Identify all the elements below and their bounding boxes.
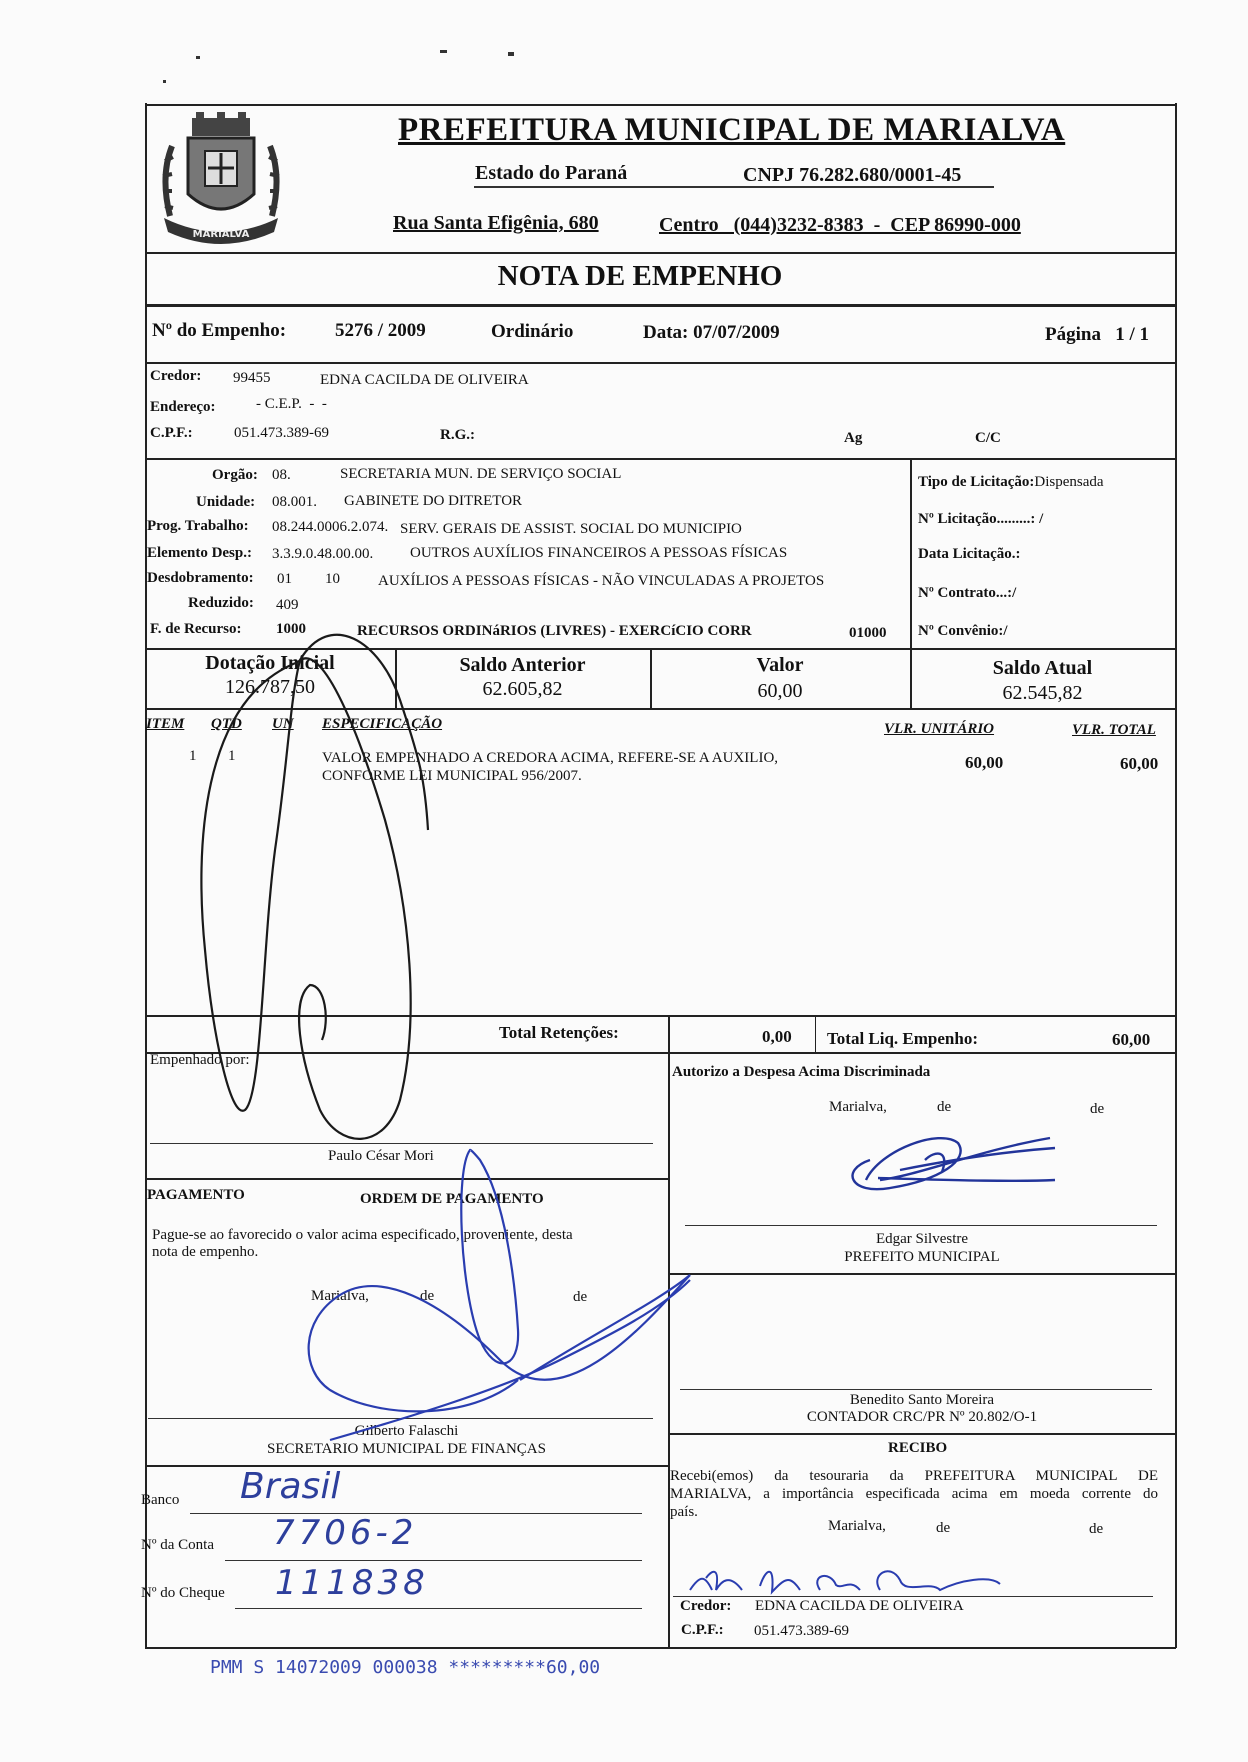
- item-spec-line2: CONFORME LEI MUNICIPAL 956/2007.: [322, 768, 582, 784]
- rule-title: [145, 304, 1176, 307]
- credor-code: 99455: [233, 370, 271, 386]
- prefeito-signature: [853, 1138, 1055, 1189]
- recurso-code2: 01000: [849, 625, 887, 641]
- frame-top: [145, 104, 1176, 106]
- recibo-signature-line: [673, 1596, 1153, 1597]
- saldo-anterior-label: Saldo Anterior: [459, 654, 586, 676]
- orgao-label: Orgão:: [212, 467, 258, 483]
- prefeito-role: PREFEITO MUNICIPAL: [844, 1249, 1000, 1265]
- rule-items: [145, 1015, 1176, 1017]
- empenho-number: 5276 / 2009: [335, 320, 426, 341]
- banco-value: Brasil: [240, 1466, 341, 1507]
- col-header-item: ITEM: [146, 716, 185, 732]
- recibo-signature: [690, 1571, 1000, 1592]
- item-spec-line1: VALOR EMPENHADO A CREDORA ACIMA, REFERE-SE A AUXILIO,: [322, 750, 779, 766]
- credor-name: EDNA CACILDA DE OLIVEIRA: [320, 372, 529, 388]
- contador-name: Benedito Santo Moreira: [849, 1392, 995, 1408]
- desdobramento-code2: 10: [325, 571, 340, 587]
- banco-label: Banco: [141, 1492, 180, 1508]
- endereco-label: Endereço:: [150, 399, 216, 415]
- reduzido-label: Reduzido:: [188, 595, 254, 611]
- rule-balances: [145, 708, 1176, 710]
- unidade-label: Unidade:: [196, 494, 256, 510]
- elemento-code: 3.3.9.0.48.00.00.: [272, 546, 374, 562]
- totals-divider: [815, 1015, 816, 1052]
- scan-specks: [163, 50, 514, 83]
- pagamento-de1: de: [420, 1288, 435, 1304]
- autorizo-de1: de: [937, 1099, 952, 1115]
- empenhado-signature-line: [150, 1143, 653, 1144]
- unidade-code: 08.001.: [272, 494, 317, 510]
- rule-autorizo: [668, 1273, 1176, 1275]
- pagamento-text-line2: nota de empenho.: [152, 1244, 259, 1260]
- page-number: Página 1 / 1: [1045, 324, 1149, 345]
- cpf-value: 051.473.389-69: [234, 425, 329, 441]
- col-middle: [668, 1015, 670, 1647]
- elemento-label: Elemento Desp.:: [147, 545, 252, 561]
- prefeito-name: Edgar Silvestre: [875, 1231, 969, 1247]
- recibo-text-line3: país.: [670, 1504, 698, 1520]
- rule-totals: [145, 1052, 1176, 1054]
- recibo-text-line2: MARIALVA, a importância especificada acima em moeda corrente do: [670, 1486, 1158, 1502]
- tipo-licitacao-label: Tipo de Licitação:: [918, 474, 1035, 490]
- item-number: 1: [189, 748, 197, 764]
- rule-empenhado: [145, 1178, 668, 1180]
- dotacao-value: 126.787,50: [225, 676, 315, 698]
- recibo-credor-name: EDNA CACILDA DE OLIVEIRA: [755, 1598, 964, 1614]
- credor-label: Credor:: [150, 368, 202, 384]
- conta-value: 7706-2: [273, 1513, 418, 1553]
- endereco-value: - C.E.P. - -: [256, 396, 327, 412]
- col-header-vlr-total: VLR. TOTAL: [1072, 722, 1156, 738]
- col-header-vlr-unitario: VLR. UNITÁRIO: [884, 721, 995, 737]
- header-title: PREFEITURA MUNICIPAL DE MARIALVA: [398, 112, 1066, 148]
- liq-empenho-label: Total Liq. Empenho:: [827, 1029, 978, 1048]
- rule-contador: [668, 1433, 1176, 1435]
- recibo-cpf-value: 051.473.389-69: [754, 1623, 849, 1639]
- tipo-licitacao-value: Dispensada: [1034, 474, 1104, 490]
- mechanical-stamp: PMM S 14072009 000038 *********60,00: [210, 1657, 601, 1678]
- header-state: Estado do Paraná: [475, 162, 628, 184]
- saldo-anterior-value: 62.605,82: [482, 678, 563, 700]
- col-header-qtd: QTD: [211, 716, 242, 732]
- rule-budget: [145, 648, 1176, 650]
- pagamento-de2: de: [573, 1289, 588, 1305]
- rule-empenho: [145, 362, 1176, 364]
- rule-header: [145, 252, 1176, 254]
- saldo-atual-label: Saldo Atual: [992, 657, 1093, 679]
- header-district-phone: Centro (044)3232-8383 - CEP 86990-000: [659, 214, 1021, 236]
- retencoes-value: 0,00: [762, 1027, 792, 1046]
- col-header-un: UN: [272, 716, 294, 732]
- valor-label: Valor: [756, 654, 804, 676]
- recibo-credor-label: Credor:: [680, 1598, 732, 1614]
- autorizo-label: Autorizo a Despesa Acima Discriminada: [672, 1064, 931, 1080]
- empenhado-label: Empenhado por:: [150, 1052, 250, 1068]
- desdobramento-label: Desdobramento:: [147, 570, 254, 586]
- empenho-label: Nº do Empenho:: [152, 320, 287, 341]
- secretario-name: Gilberto Falaschi: [354, 1423, 459, 1439]
- conta-line: [225, 1560, 642, 1561]
- secretario-signature-line: [148, 1418, 653, 1419]
- pagamento-text-line1: Pague-se ao favorecido o valor acima especificado, proveniente, desta: [152, 1227, 573, 1243]
- unidade-name: GABINETE DO DITRETOR: [344, 493, 523, 509]
- rule-credor: [145, 458, 1176, 460]
- cpf-label: C.P.F.:: [150, 425, 193, 441]
- header-cnpj: CNPJ 76.282.680/0001-45: [743, 164, 962, 186]
- frame-bottom: [145, 1647, 1176, 1649]
- saldo-atual-value: 62.545,82: [1002, 682, 1083, 704]
- orgao-name: SECRETARIA MUN. DE SERVIÇO SOCIAL: [340, 466, 622, 482]
- numero-contrato: Nº Contrato...:/: [918, 585, 1017, 601]
- svg-text:MARIALVA: MARIALVA: [192, 229, 250, 240]
- cheque-line: [235, 1608, 642, 1609]
- cc-label: C/C: [975, 430, 1001, 446]
- dotacao-label: Dotação Inicial: [205, 652, 335, 674]
- municipal-crest: [150, 106, 292, 251]
- recibo-title: RECIBO: [888, 1440, 948, 1456]
- item-total-value: 60,00: [1120, 754, 1159, 773]
- rg-label: R.G.:: [440, 427, 475, 443]
- contador-role: CONTADOR CRC/PR Nº 20.802/O-1: [806, 1409, 1038, 1425]
- recibo-place: Marialva,: [828, 1518, 886, 1534]
- data-licitacao: Data Licitação.:: [918, 546, 1021, 562]
- desdobramento-name: AUXÍLIOS A PESSOAS FÍSICAS - NÃO VINCULADAS A PROJETOS: [378, 573, 825, 589]
- header-street: Rua Santa Efigênia, 680: [393, 212, 599, 234]
- empenho-type: Ordinário: [491, 321, 574, 342]
- numero-convenio: Nº Convênio:/: [918, 623, 1008, 639]
- pagamento-label: PAGAMENTO: [147, 1187, 245, 1203]
- desdobramento-code1: 01: [277, 571, 292, 587]
- col-header-especificacao: ESPECIFICAÇÃO: [322, 716, 443, 732]
- recibo-de2: de: [1089, 1521, 1104, 1537]
- pagamento-place: Marialva,: [311, 1288, 369, 1304]
- frame-left: [145, 103, 147, 1648]
- prog-label: Prog. Trabalho:: [147, 518, 249, 534]
- secretario-role: SECRETARIO MUNICIPAL DE FINANÇAS: [267, 1441, 546, 1457]
- elemento-name: OUTROS AUXÍLIOS FINANCEIROS A PESSOAS FÍSICAS: [410, 545, 788, 561]
- autorizo-de2: de: [1090, 1101, 1105, 1117]
- conta-label: Nº da Conta: [141, 1537, 214, 1553]
- contador-signature-line: [680, 1389, 1152, 1390]
- numero-licitacao: Nº Licitação.........: /: [918, 511, 1044, 527]
- prog-code: 08.244.0006.2.074.: [272, 519, 389, 535]
- retencoes-label: Total Retenções:: [499, 1023, 619, 1042]
- prog-name: SERV. GERAIS DE ASSIST. SOCIAL DO MUNICIPIO: [400, 521, 742, 537]
- rule-pagamento: [145, 1465, 668, 1467]
- recurso-code: 1000: [276, 621, 306, 637]
- valor-value: 60,00: [757, 680, 803, 702]
- item-qtd: 1: [228, 748, 236, 764]
- recibo-text-line1: Recebi(emos) da tesouraria da PREFEITURA MUNICIPAL DE: [670, 1468, 1158, 1484]
- empenhado-name: Paulo César Mori: [328, 1148, 434, 1164]
- prefeito-signature-line: [685, 1225, 1157, 1226]
- recurso-label: F. de Recurso:: [150, 621, 242, 637]
- reduzido-value: 409: [276, 597, 299, 613]
- ag-label: Ag: [844, 430, 863, 446]
- orgao-code: 08.: [272, 467, 291, 483]
- empenho-date: Data: 07/07/2009: [643, 322, 780, 343]
- doc-title: NOTA DE EMPENHO: [497, 260, 783, 292]
- recurso-name: RECURSOS ORDINáRIOS (LIVRES) - EXERCíCIO CORR: [357, 623, 752, 639]
- autorizo-place: Marialva,: [829, 1099, 887, 1115]
- tipo-licitacao: [918, 474, 1104, 491]
- liq-empenho-value: 60,00: [1112, 1030, 1151, 1049]
- cheque-value: 111838: [275, 1563, 429, 1603]
- ordem-pagamento-label: ORDEM DE PAGAMENTO: [360, 1191, 544, 1207]
- recibo-cpf-label: C.P.F.:: [681, 1622, 724, 1638]
- cheque-label: Nº do Cheque: [141, 1585, 225, 1601]
- item-unit-value: 60,00: [965, 753, 1004, 772]
- recibo-de1: de: [936, 1520, 951, 1536]
